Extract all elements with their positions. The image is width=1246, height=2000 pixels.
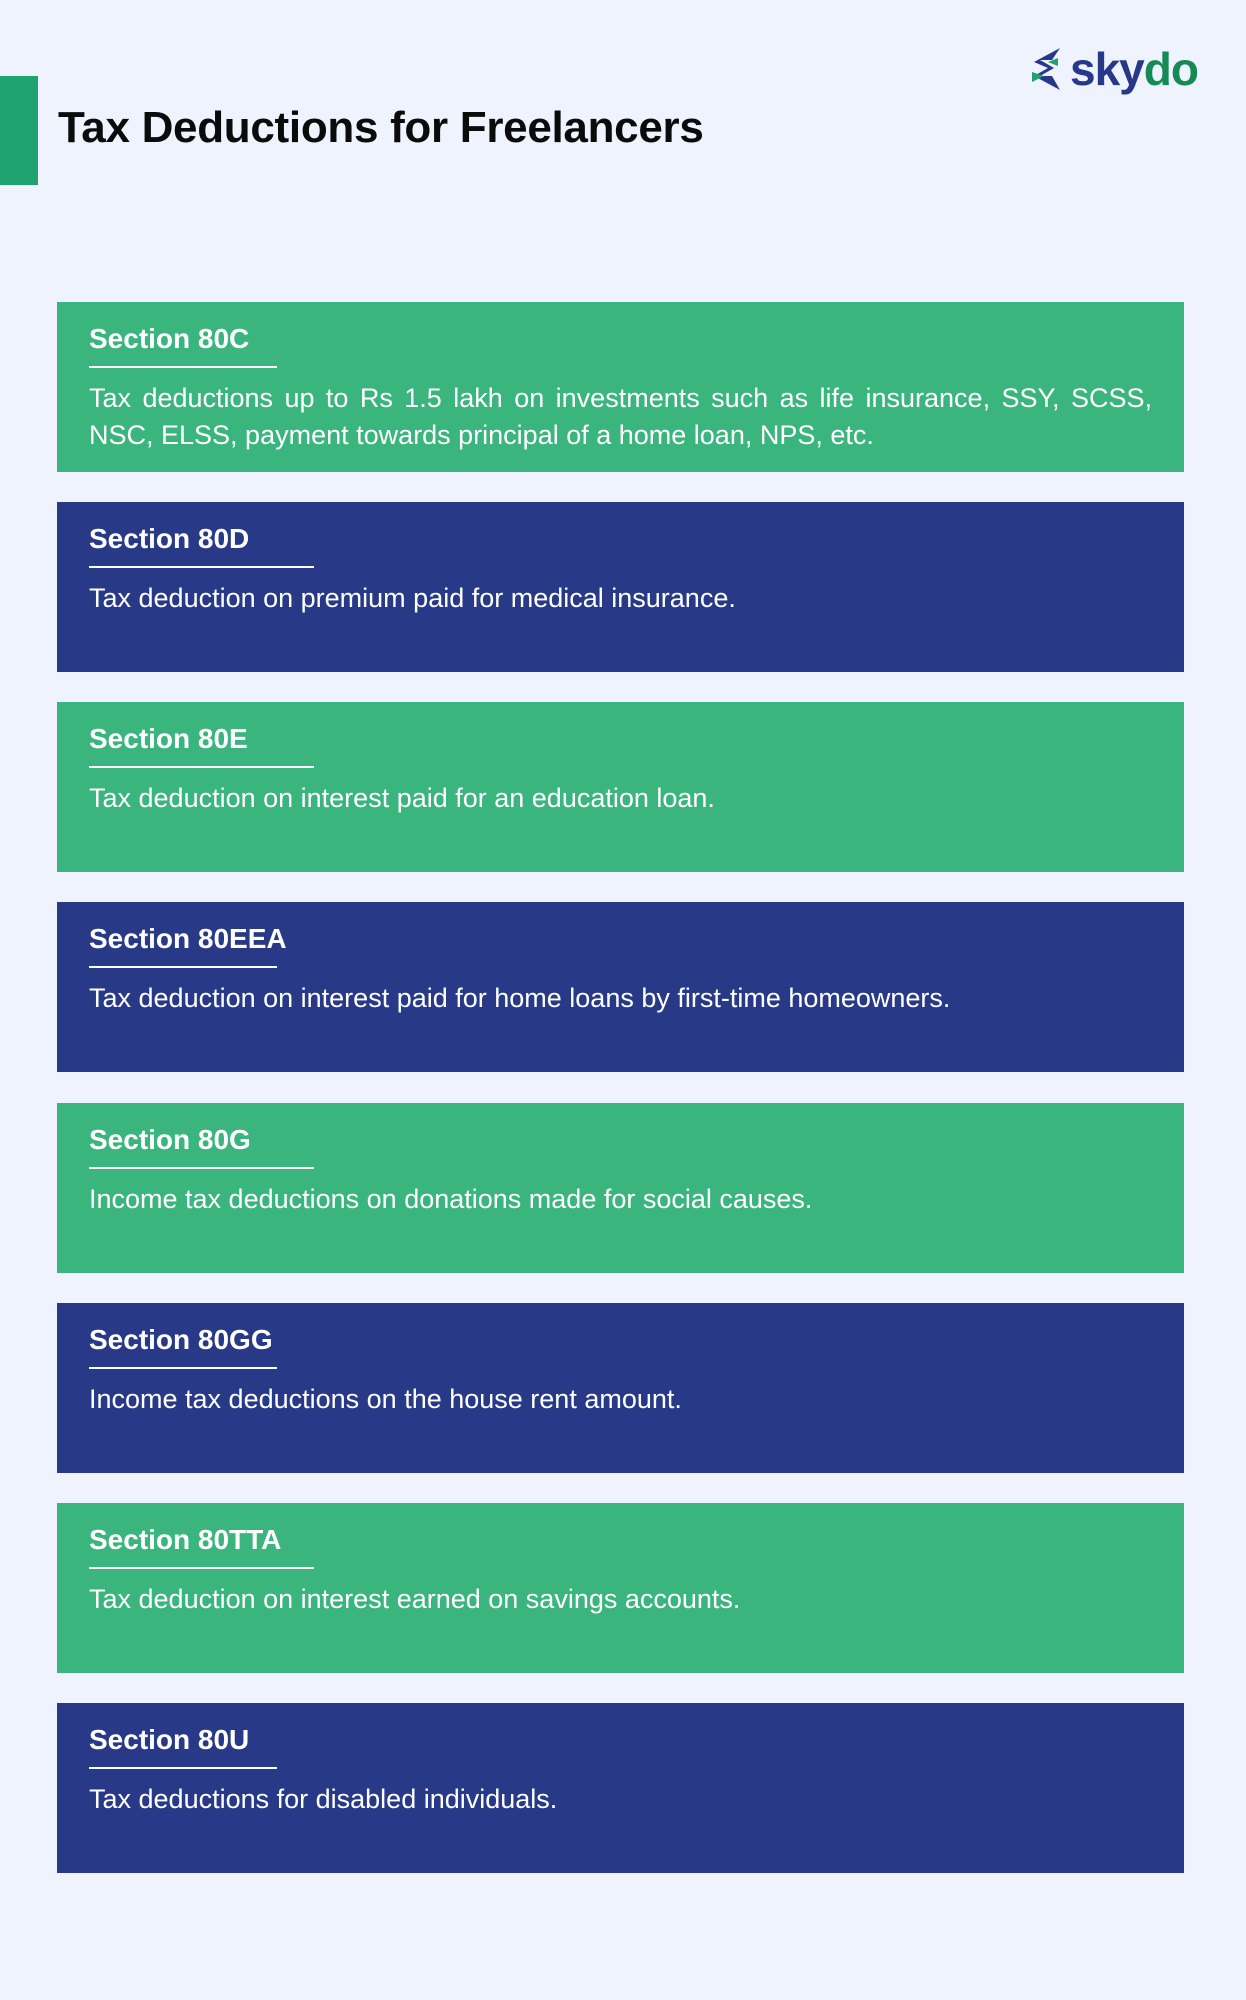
section-title: Section 80TTA <box>89 1524 282 1555</box>
section-card-80d <box>57 502 1184 672</box>
section-title: Section 80G <box>89 1124 251 1155</box>
title-underline <box>89 1367 277 1369</box>
section-card-80gg <box>57 1303 1184 1473</box>
section-title: Section 80C <box>89 323 250 354</box>
section-title: Section 80U <box>89 1724 250 1755</box>
title-underline <box>89 1167 314 1169</box>
section-title: Section 80D <box>89 523 250 554</box>
section-description: Tax deduction on premium paid for medical insurance. <box>89 583 736 613</box>
section-card-80eea <box>57 902 1184 1072</box>
section-title: Section 80GG <box>89 1324 273 1355</box>
title-underline <box>89 566 314 568</box>
section-description: Income tax deductions on donations made for social causes. <box>89 1184 813 1214</box>
title-underline <box>89 366 277 368</box>
section-title: Section 80E <box>89 723 248 754</box>
section-title: Section 80EEA <box>89 923 287 954</box>
section-description: Tax deductions for disabled individuals. <box>89 1784 558 1814</box>
title-underline <box>89 1767 277 1769</box>
title-underline <box>89 966 277 968</box>
section-description: Tax deduction on interest paid for home loans by first-time homeowners. <box>89 983 951 1013</box>
section-description: Tax deduction on interest earned on savings accounts. <box>89 1584 741 1614</box>
section-description: Tax deductions up to Rs 1.5 lakh on investments such as life insurance, SSY, SCSS, NSC, ELSS, payment towards principal of a home loan, NPS, etc. <box>89 383 1152 450</box>
section-description: Income tax deductions on the house rent amount. <box>89 1384 682 1414</box>
section-card-80c <box>57 302 1184 472</box>
title-underline <box>89 766 314 768</box>
section-card-80u <box>57 1703 1184 1873</box>
title-underline <box>89 1567 314 1569</box>
skydo-logo: skydo <box>1030 46 1198 92</box>
section-card-80e <box>57 702 1184 872</box>
section-card-80g <box>57 1103 1184 1273</box>
skydo-chevrons-icon <box>1030 46 1064 92</box>
section-card-80tta <box>57 1503 1184 1673</box>
title-accent-bar <box>0 76 38 185</box>
page-title: Tax Deductions for Freelancers <box>58 103 704 152</box>
section-description: Tax deduction on interest paid for an education loan. <box>89 783 715 813</box>
